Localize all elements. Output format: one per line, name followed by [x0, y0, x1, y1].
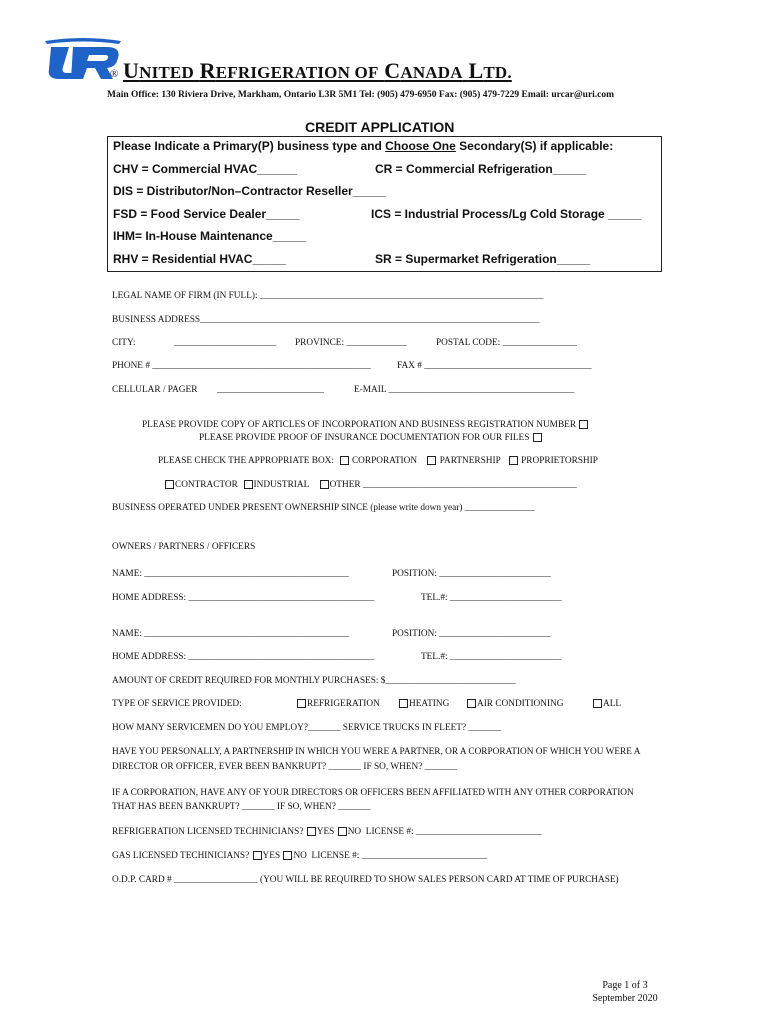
legal-name-field[interactable]: LEGAL NAME OF FIRM (IN FULL): _____________________________________________________________ — [112, 291, 544, 301]
proprietorship-checkbox[interactable] — [509, 456, 518, 465]
servicemen-field[interactable]: HOW MANY SERVICEMEN DO YOU EMPLOY?_______ SERVICE TRUCKS IN FLEET? _______ — [112, 723, 501, 733]
articles-checkbox[interactable] — [579, 420, 588, 429]
contractor-checkbox[interactable] — [165, 480, 174, 489]
credit-required-field[interactable]: AMOUNT OF CREDIT REQUIRED FOR MONTHLY PURCHASES: $____________________________ — [112, 676, 516, 686]
insurance-note: PLEASE PROVIDE PROOF OF INSURANCE DOCUMENTATION FOR OUR FILES — [199, 433, 543, 443]
refrig-yes-checkbox[interactable] — [307, 827, 316, 836]
option-dis[interactable]: DIS = Distributor/Non–Contractor Reseller_____ — [113, 184, 387, 198]
entity-type-row: PLEASE CHECK THE APPROPRIATE BOX: CORPORATION PARTNERSHIP PROPRIETORSHIP — [158, 456, 598, 466]
option-ihm[interactable]: IHM= In-House Maintenance_____ — [113, 229, 307, 243]
refrig-no-checkbox[interactable] — [338, 827, 347, 836]
all-checkbox[interactable] — [593, 699, 602, 708]
owner2-name-field[interactable]: NAME: ____________________________________________ — [112, 629, 349, 639]
owners-heading: OWNERS / PARTNERS / OFFICERS — [112, 542, 256, 552]
air-conditioning-option[interactable]: AIR CONDITIONING — [466, 699, 564, 709]
option-cr[interactable]: CR = Commercial Refrigeration_____ — [375, 162, 587, 176]
odp-card-field[interactable]: O.D.P. CARD # __________________ (YOU WILL BE REQUIRED TO SHOW SALES PERSON CARD AT TIME OF PURCHASE) — [112, 875, 619, 885]
service-type-label: TYPE OF SERVICE PROVIDED: — [112, 699, 242, 709]
articles-note: PLEASE PROVIDE COPY OF ARTICLES OF INCORPORATION AND BUSINESS REGISTRATION NUMBER — [142, 420, 589, 430]
heating-option[interactable]: HEATING — [398, 699, 449, 709]
phone-field[interactable]: PHONE # _______________________________________________ — [112, 361, 371, 371]
registered-mark: ® — [110, 68, 119, 80]
owner2-home-field[interactable]: HOME ADDRESS: ________________________________________ — [112, 652, 375, 662]
page-number: Page 1 of 3 — [602, 980, 648, 991]
bankrupt-question-1a: HAVE YOU PERSONALLY, A PARTNERSHIP IN WHICH YOU WERE A PARTNER, OR A CORPORATION OF WHICH YOU WERE A — [112, 747, 641, 757]
revision-date: September 2020 — [592, 993, 658, 1004]
owner2-tel-field[interactable]: TEL.#: ________________________ — [421, 652, 562, 662]
partnership-checkbox[interactable] — [427, 456, 436, 465]
industrial-checkbox[interactable] — [244, 480, 253, 489]
option-rhv[interactable]: RHV = Residential HVAC_____ — [113, 252, 286, 266]
company-name: UNITED REFRIGERATION OF CANADA LTD. — [123, 58, 512, 83]
page-title: CREDIT APPLICATION — [305, 119, 455, 135]
owner1-tel-field[interactable]: TEL.#: ________________________ — [421, 593, 562, 603]
bankrupt-question-2b[interactable]: THAT HAS BEEN BANKRUPT? _______ IF SO, WHEN? _______ — [112, 802, 371, 812]
refrig-license-field[interactable]: LICENSE #: ___________________________ — [365, 827, 542, 837]
refrigeration-option[interactable]: REFRIGERATION — [296, 699, 380, 709]
postal-code-field[interactable]: POSTAL CODE: ________________ — [436, 338, 577, 348]
fax-field[interactable]: FAX # ____________________________________ — [397, 361, 592, 371]
option-fsd[interactable]: FSD = Food Service Dealer_____ — [113, 207, 300, 221]
corporation-checkbox[interactable] — [340, 456, 349, 465]
cellular-label: CELLULAR / PAGER — [112, 385, 198, 395]
email-field[interactable]: E-MAIL ________________________________________ — [354, 385, 575, 395]
business-type-instruction: Please Indicate a Primary(P) business type and Choose One Secondary(S) if applicable: — [113, 139, 614, 153]
city-label: CITY: — [112, 338, 136, 348]
heating-checkbox[interactable] — [399, 699, 408, 708]
all-option[interactable]: ALL — [592, 699, 621, 709]
option-sr[interactable]: SR = Supermarket Refrigeration_____ — [375, 252, 591, 266]
category-row: CONTRACTOR INDUSTRIAL OTHER ______________________________________________ — [164, 480, 577, 490]
air-conditioning-checkbox[interactable] — [467, 699, 476, 708]
refrigeration-checkbox[interactable] — [297, 699, 306, 708]
gas-yes-checkbox[interactable] — [253, 851, 262, 860]
refrigeration-license-row: REFRIGERATION LICENSED TECHINICIANS? YES NO LICENSE #: ___________________________ — [112, 827, 542, 837]
other-checkbox[interactable] — [320, 480, 329, 489]
option-chv[interactable]: CHV = Commercial HVAC______ — [113, 162, 298, 176]
owner2-position-field[interactable]: POSITION: ________________________ — [392, 629, 551, 639]
gas-license-row: GAS LICENSED TECHINICIANS? YES NO LICENSE #: ___________________________ — [112, 851, 488, 861]
province-field[interactable]: PROVINCE: _____________ — [295, 338, 407, 348]
cellular-field[interactable]: _______________________ — [217, 385, 324, 395]
ownership-since-field[interactable]: BUSINESS OPERATED UNDER PRESENT OWNERSHIP SINCE (please write down year) _______________ — [112, 503, 535, 513]
owner1-home-field[interactable]: HOME ADDRESS: ________________________________________ — [112, 593, 375, 603]
bankrupt-question-1b[interactable]: DIRECTOR OR OFFICER, EVER BEEN BANKRUPT? _______ IF SO, WHEN? _______ — [112, 762, 458, 772]
office-address: Main Office: 130 Riviera Drive, Markham, Ontario L3R 5M1 Tel: (905) 479-6950 Fax: (905) 479-7229 Email: urcar@uri.com — [107, 90, 615, 100]
bankrupt-question-2a: IF A CORPORATION, HAVE ANY OF YOUR DIRECTORS OR OFFICERS BEEN AFFILIATED WITH ANY OTHER CORPORATION — [112, 788, 634, 798]
business-address-field[interactable]: BUSINESS ADDRESS_________________________________________________________________________ — [112, 315, 540, 325]
owner1-name-field[interactable]: NAME: ____________________________________________ — [112, 569, 349, 579]
city-field[interactable]: ______________________ — [174, 338, 277, 348]
option-ics[interactable]: ICS = Industrial Process/Lg Cold Storage _____ — [371, 207, 642, 221]
gas-license-field[interactable]: LICENSE #: ___________________________ — [311, 851, 488, 861]
insurance-checkbox[interactable] — [533, 433, 542, 442]
gas-no-checkbox[interactable] — [283, 851, 292, 860]
owner1-position-field[interactable]: POSITION: ________________________ — [392, 569, 551, 579]
